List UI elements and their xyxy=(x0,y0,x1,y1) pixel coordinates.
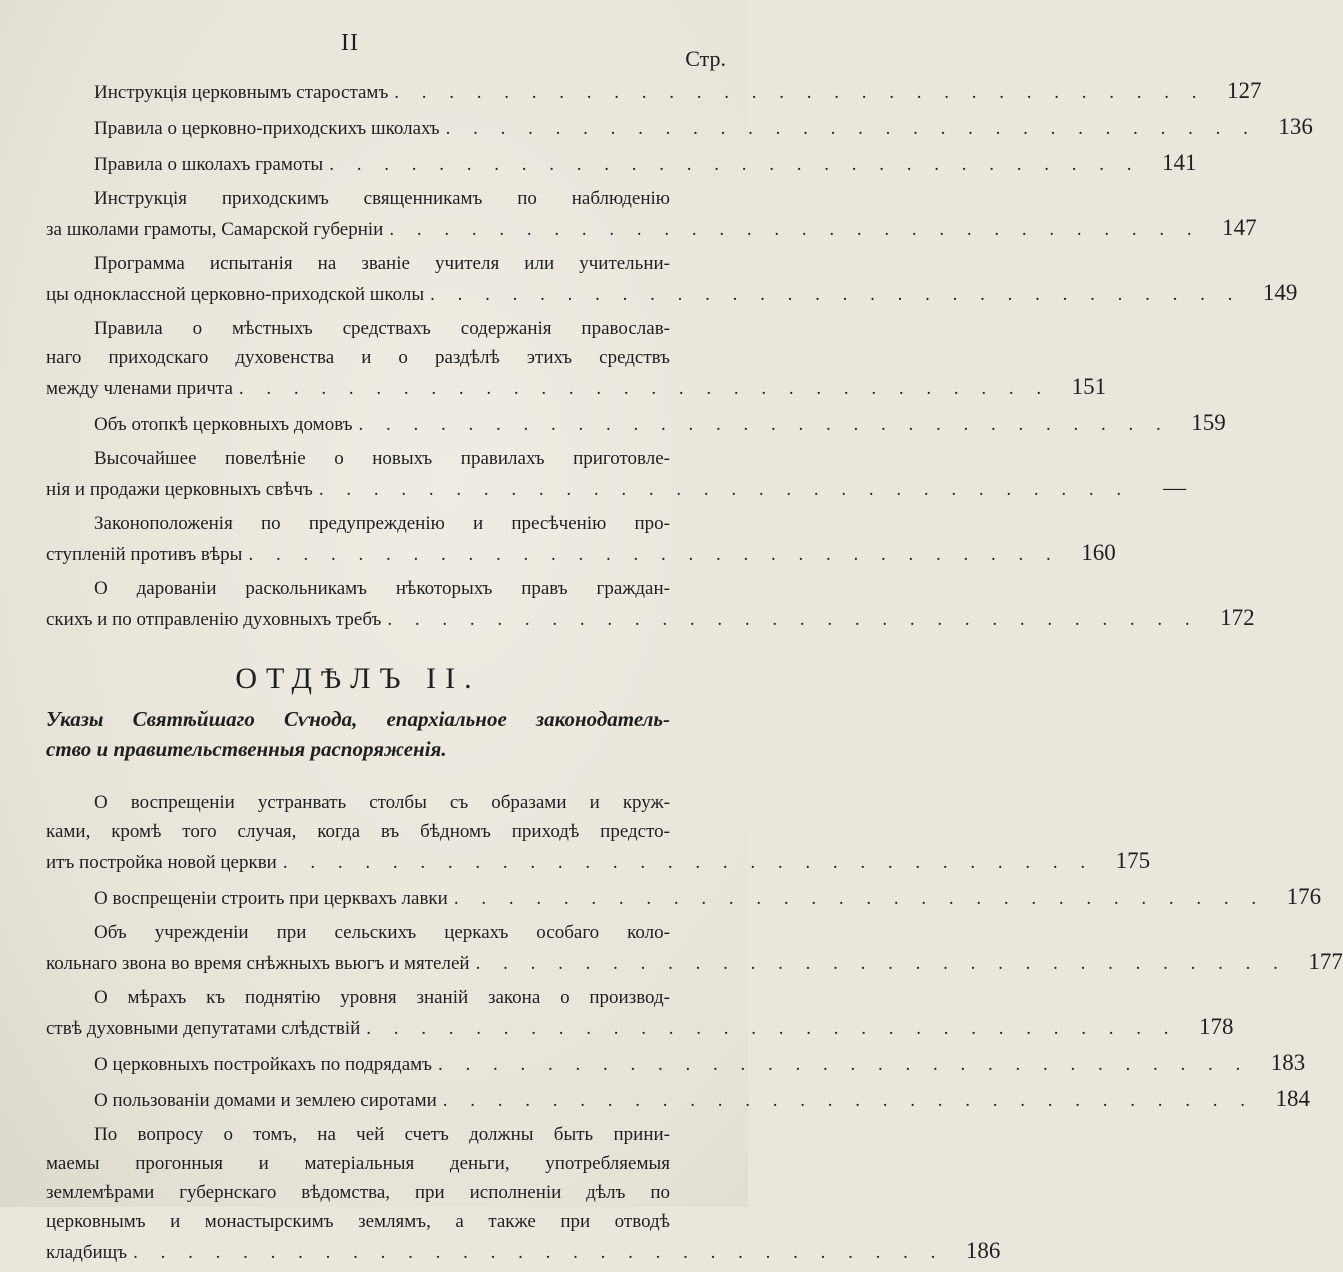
toc-entry-line xyxy=(46,882,1322,913)
page-column-label: Стр. xyxy=(685,46,726,71)
toc-entry-line xyxy=(46,817,670,846)
toc-entry-line xyxy=(46,343,670,372)
toc-entry-line xyxy=(46,788,670,817)
leader-dots: . . . . . . . . . . . . . . . . . . . . . . . . . . . . . . xyxy=(442,1090,1255,1111)
toc-entry-text: наго приходскаго духовенства и о раздѣлѣ этихъ средствъ xyxy=(46,347,670,368)
leader-dots: . . . . . . . . . . . . . . . . . . . . . . . . . . . . . . xyxy=(318,479,1131,500)
leader-dots: . . . . . . . . . . . . . . . . . . . . . . . . . . . . . . xyxy=(475,953,1287,974)
toc-entry xyxy=(46,788,1151,877)
leader-dots: . . . . . . . . . . . . . . . . . . . . . . . . . . . . . . xyxy=(329,154,1141,175)
toc-entry-line xyxy=(46,148,1197,179)
toc-entry-text: Инструкція церковнымъ старостамъ xyxy=(94,82,389,103)
toc-part-1 xyxy=(46,76,1313,634)
page-number: II xyxy=(341,30,359,56)
toc-entry-line xyxy=(46,213,1257,244)
toc-entry xyxy=(46,1048,1306,1079)
toc-entry-line xyxy=(46,846,1151,877)
toc-entry-line xyxy=(46,509,670,538)
toc-entry-line xyxy=(46,372,1107,403)
toc-entry-page: 172 xyxy=(1220,605,1255,630)
toc-entry-page: 183 xyxy=(1270,1050,1306,1075)
toc-entry-line xyxy=(46,1084,1311,1115)
leader-dots: . . . . . . . . . . . . . . . . . . . . . . . . . . . . . . xyxy=(453,888,1266,909)
leader-dots: . . . . . . . . . . . . . . . . . . . . . . . . . . . . . . xyxy=(387,609,1199,630)
toc-entry-line xyxy=(46,314,670,343)
toc-entry-line xyxy=(46,184,670,213)
toc-entry-text: Объ отопкѣ церковныхъ домовъ xyxy=(94,414,353,435)
toc-entry-line xyxy=(46,1012,1234,1043)
toc-entry xyxy=(46,1084,1311,1115)
leader-dots: . . . . . . . . . . . . . . . . . . . . . . . . . . . . . . xyxy=(389,219,1201,240)
toc-entry xyxy=(46,148,1197,179)
section-subtitle-line: Указы Святѣйшаго Сѵнода, епархіальное законодатель- xyxy=(46,707,670,731)
toc-entry-text: О церковныхъ постройкахъ по подрядамъ xyxy=(94,1054,432,1075)
section-subtitle-line: ство и правительственныя распоряженія. xyxy=(46,737,447,761)
toc-entry-text: ками, кромѣ того случая, когда въ бѣдномъ приходѣ предсто- xyxy=(46,821,670,842)
leader-dots: . . . . . . . . . . . . . . . . . . . . . . . . . . . . . . xyxy=(438,1054,1250,1075)
toc-entry-text: нія и продажи церковныхъ свѣчъ xyxy=(46,479,313,500)
toc-entry xyxy=(46,184,1257,244)
toc-entry-text: за школами грамоты, Самарской губерніи xyxy=(46,219,384,240)
toc-entry-line xyxy=(46,918,670,947)
toc-entry-text: Программа испытанія на званіе учителя или учительни- xyxy=(94,253,670,274)
toc-entry-line xyxy=(46,1149,670,1178)
toc-entry-text: О воспрещеніи строить при церквахъ лавки xyxy=(94,888,448,909)
toc-entry xyxy=(46,918,1343,978)
toc-entry-line xyxy=(46,1120,670,1149)
toc-entry-line xyxy=(46,76,1262,107)
toc-entry-text: Правила о школахъ грамоты xyxy=(94,154,324,175)
toc-entry xyxy=(46,444,1187,504)
toc-entry xyxy=(46,983,1234,1043)
toc-entry-line xyxy=(46,278,1298,309)
toc-entry-line xyxy=(46,444,670,473)
leader-dots: . . . . . . . . . . . . . . . . . . . . . . . . . . . . . . xyxy=(133,1242,945,1263)
toc-entry-text: итъ постройка новой церкви xyxy=(46,852,277,873)
toc-entry-text: между членами причта xyxy=(46,378,233,399)
toc-entry-line xyxy=(46,1178,670,1207)
toc-entry-text: Законоположенія по предупрежденію и пресѣченію про- xyxy=(94,513,670,534)
toc-entry-text: Высочайшее повелѣніе о новыхъ правилахъ приготовле- xyxy=(94,448,670,469)
toc-entry-line xyxy=(46,947,1343,978)
toc-entry xyxy=(46,509,1116,569)
leader-dots: . . . . . . . . . . . . . . . . . . . . . . . . . . . . . . xyxy=(394,82,1206,103)
toc-entry xyxy=(46,882,1322,913)
toc-entry xyxy=(46,249,1298,309)
toc-entry-line xyxy=(46,112,1313,143)
toc-entry-page: 160 xyxy=(1081,540,1116,565)
section-subtitle xyxy=(46,704,670,764)
toc-entry-text: Инструкція приходскимъ священникамъ по наблюденію xyxy=(94,188,670,209)
leader-dots: . . . . . . . . . . . . . . . . . . . . . . . . . . . . . . xyxy=(366,1018,1178,1039)
leader-dots: . . . . . . . . . . . . . . . . . . . . . . . . . . . . . . xyxy=(282,852,1095,873)
toc-entry-page: 149 xyxy=(1262,280,1298,305)
toc-entry-page: 151 xyxy=(1071,374,1107,399)
toc-entry-page: 141 xyxy=(1161,150,1197,175)
leader-dots: . . . . . . . . . . . . . . . . . . . . . . . . . . . . . . xyxy=(238,378,1051,399)
toc-entry-line xyxy=(46,473,1187,504)
toc-entry-text: По вопросу о томъ, на чей счетъ должны быть прини- xyxy=(94,1124,670,1145)
leader-dots: . . . . . . . . . . . . . . . . . . . . . . . . . . . . . . xyxy=(445,118,1257,139)
toc-entry-page: 178 xyxy=(1199,1014,1234,1039)
toc-entry xyxy=(46,408,1226,439)
toc-entry-text: кольнаго звона во время снѣжныхъ вьюгъ и мятелей xyxy=(46,953,470,974)
toc-entry xyxy=(46,112,1313,143)
toc-entry-page: — xyxy=(1163,475,1187,500)
toc-entry-line xyxy=(46,574,670,603)
toc-entry-text: О воспрещеніи устранвать столбы съ образами и круж- xyxy=(94,792,670,813)
toc-entry-line xyxy=(46,603,1255,634)
toc-entry-text: ствѣ духовными депутатами слѣдствій xyxy=(46,1018,361,1039)
toc-entry-text: О дарованіи раскольникамъ нѣкоторыхъ правъ граждан- xyxy=(94,578,670,599)
toc-entry-text: Правила о церковно-приходскихъ школахъ xyxy=(94,118,440,139)
toc-entry xyxy=(46,574,1255,634)
section-title: ОТДѢЛЪ II. xyxy=(235,662,481,695)
toc-entry xyxy=(46,76,1262,107)
toc-entry-line xyxy=(46,1048,1306,1079)
toc-entry-page: 177 xyxy=(1308,949,1343,974)
toc-entry-page: 127 xyxy=(1227,78,1262,103)
toc-entry-text: маемы прогонныя и матеріальныя деньги, употребляемыя xyxy=(46,1153,670,1174)
toc-entry-page: 159 xyxy=(1191,410,1226,435)
toc-entry-text: О пользованіи домами и землею сиротами xyxy=(94,1090,437,1111)
toc-entry-text: О мѣрахъ къ поднятію уровня знаній закона о производ- xyxy=(94,987,670,1008)
table-of-contents xyxy=(46,76,1343,1272)
leader-dots: . . . . . . . . . . . . . . . . . . . . . . . . . . . . . . xyxy=(358,414,1170,435)
toc-entry-page: 176 xyxy=(1286,884,1322,909)
toc-entry-page: 175 xyxy=(1115,848,1151,873)
leader-dots: . . . . . . . . . . . . . . . . . . . . . . . . . . . . . . xyxy=(430,284,1242,305)
toc-entry-text: Объ учрежденіи при сельскихъ церкахъ особаго коло- xyxy=(94,922,670,943)
toc-entry-text: скихъ и по отправленію духовныхъ требъ xyxy=(46,609,382,630)
toc-entry-text: ступленій противъ вѣры xyxy=(46,544,243,565)
toc-entry-text: цы одноклассной церковно-приходской школы xyxy=(46,284,425,305)
toc-entry-line xyxy=(46,983,670,1012)
toc-entry xyxy=(46,314,1107,403)
leader-dots: . . . . . . . . . . . . . . . . . . . . . . . . . . . . . . xyxy=(248,544,1060,565)
toc-entry-line xyxy=(46,249,670,278)
toc-entry-line xyxy=(46,408,1226,439)
toc-entry-page: 136 xyxy=(1278,114,1313,139)
toc-entry-text: землемѣрами губернскаго вѣдомства, при исполненіи дѣлъ по xyxy=(46,1182,670,1203)
toc-entry-line xyxy=(46,1236,1001,1267)
toc-entry-page: 186 xyxy=(965,1238,1001,1263)
toc-entry-text: Правила о мѣстныхъ средствахъ содержанія православ- xyxy=(94,318,670,339)
toc-entry-line xyxy=(46,1207,670,1236)
toc-part-2 xyxy=(46,788,1343,1267)
toc-entry-line xyxy=(46,538,1116,569)
toc-entry-page: 147 xyxy=(1222,215,1257,240)
toc-entry xyxy=(46,1120,1001,1267)
toc-entry-text: кладбищъ xyxy=(46,1242,128,1263)
toc-entry-page: 184 xyxy=(1275,1086,1311,1111)
toc-entry-text: церковнымъ и монастырскимъ землямъ, а также при отводѣ xyxy=(46,1211,670,1232)
